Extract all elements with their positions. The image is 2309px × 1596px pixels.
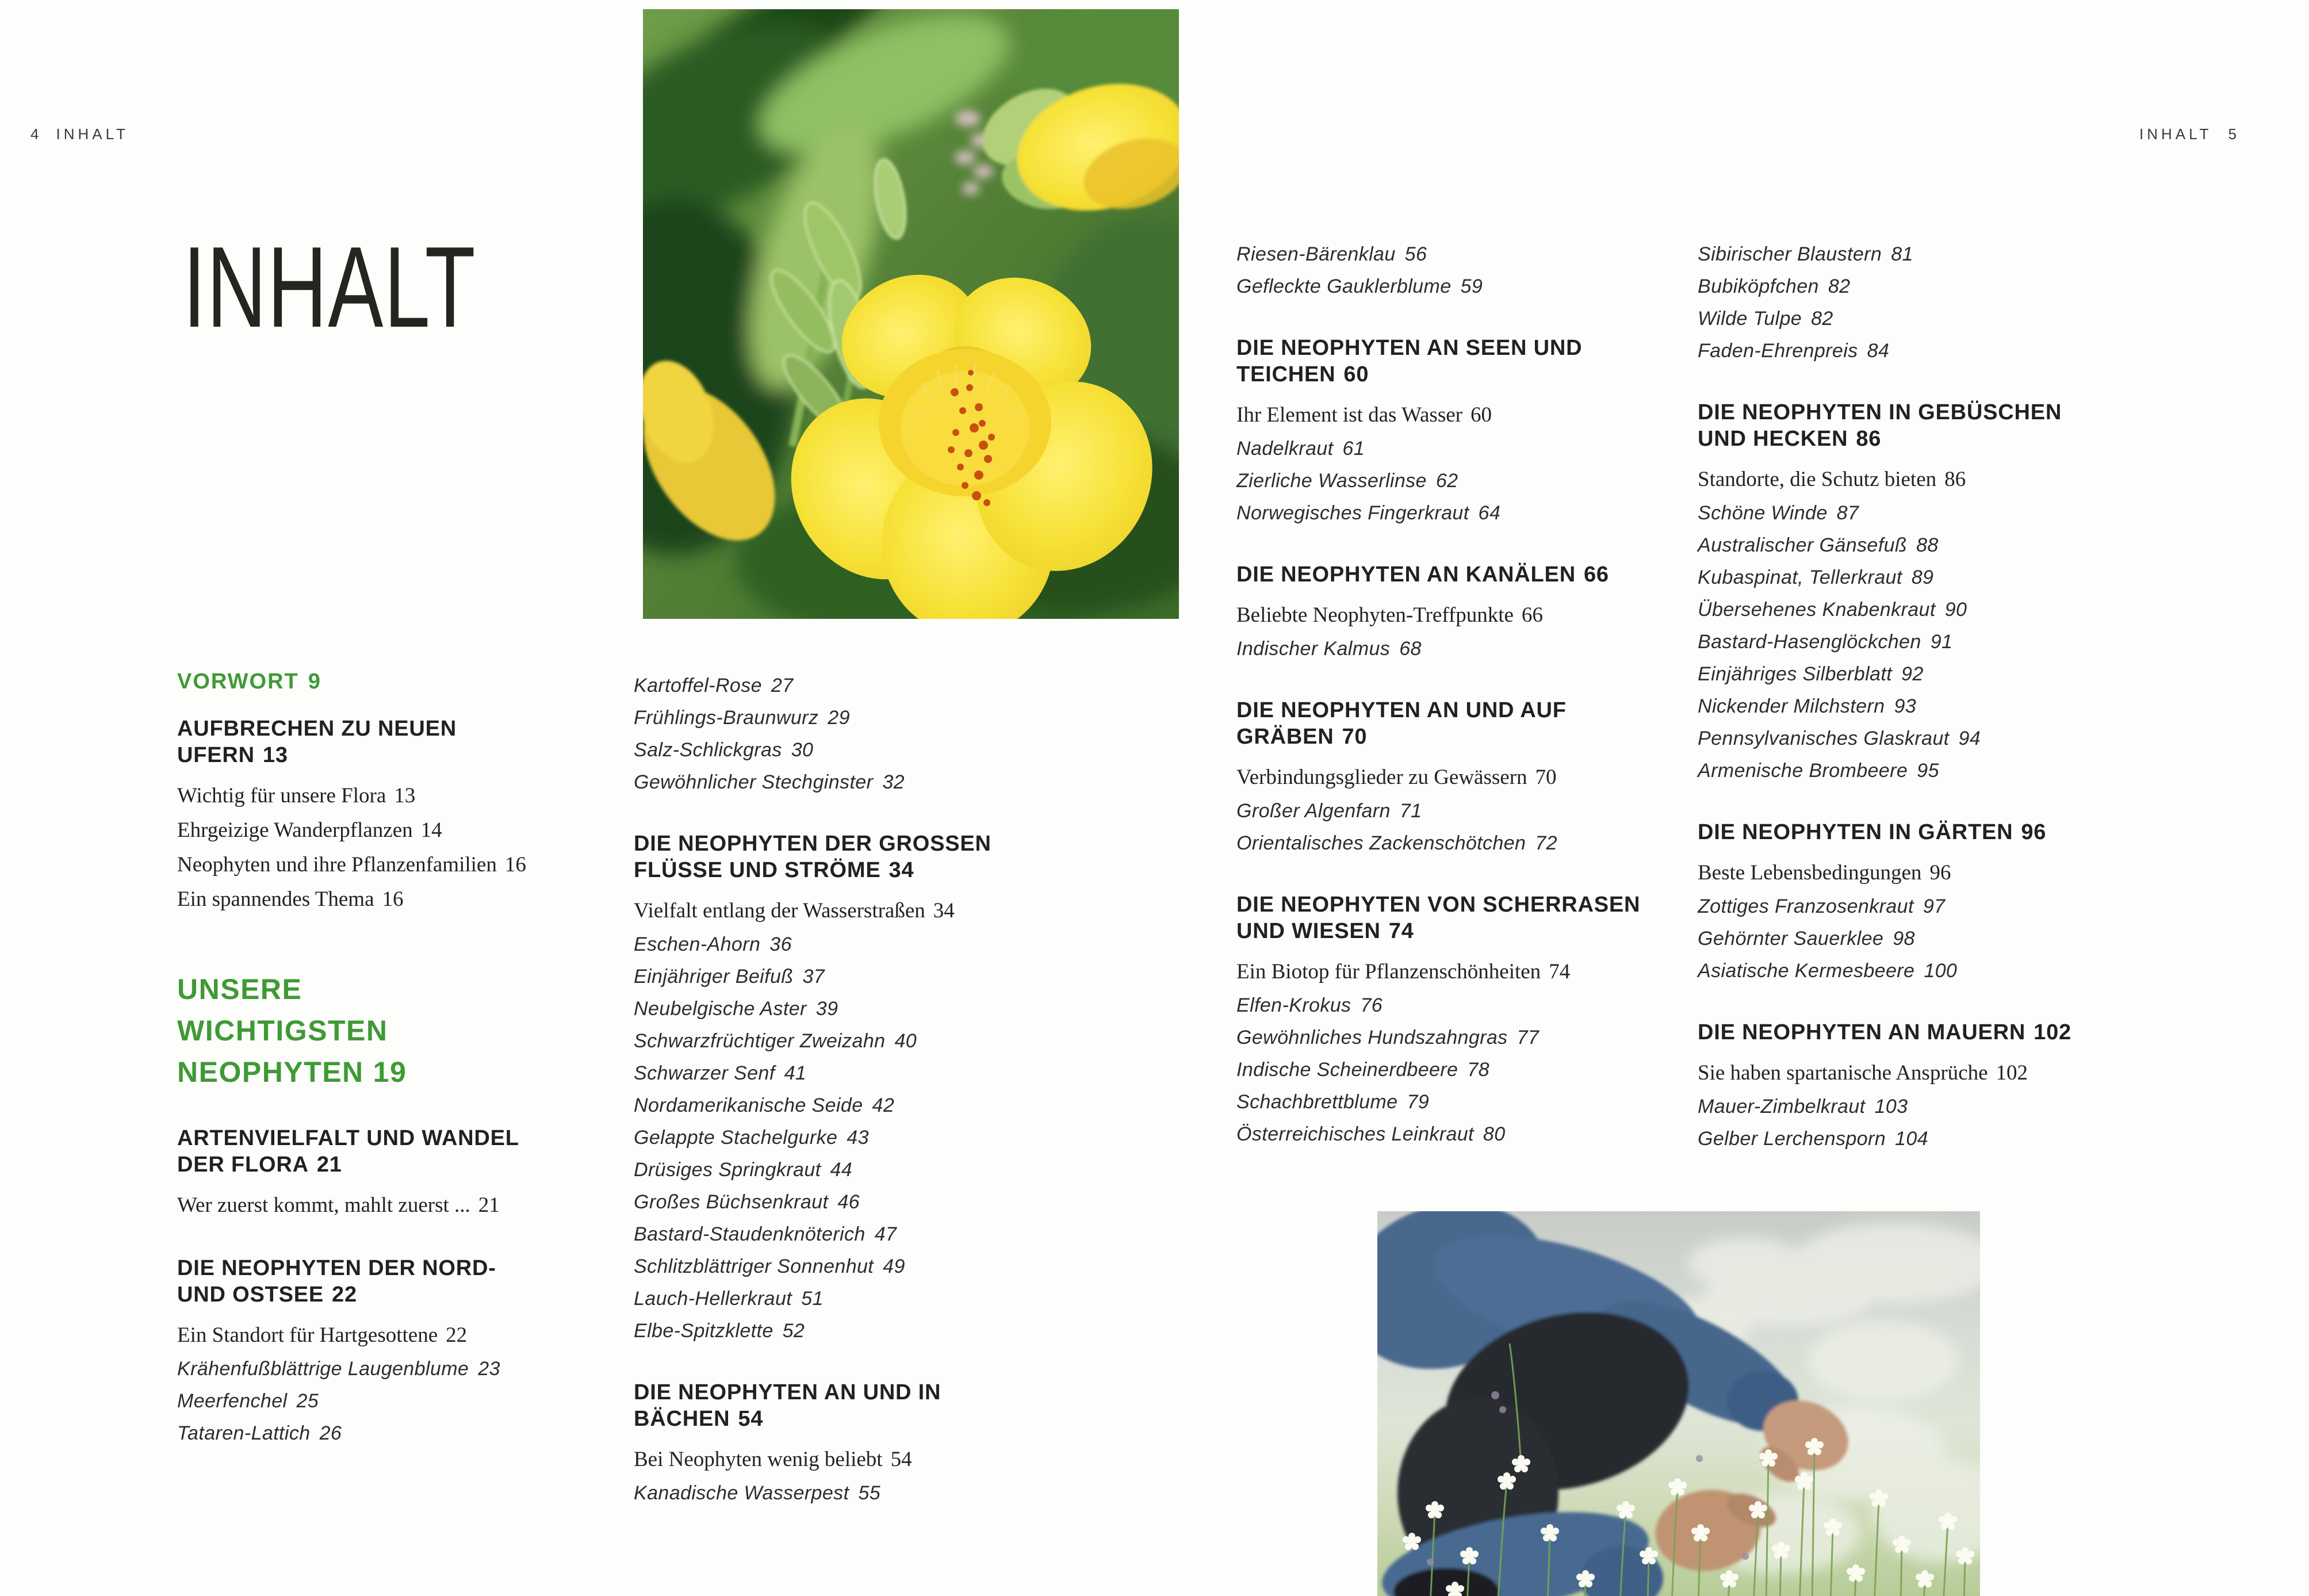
- entry-text: Gelber Lerchensporn: [1698, 1128, 1886, 1150]
- entry-page-number: 96: [2021, 820, 2047, 844]
- entry-text: Gefleckte Gauklerblume: [1236, 275, 1452, 297]
- toc-entry-species: [1698, 626, 2175, 658]
- entry-page-number: 34: [889, 858, 914, 882]
- entry-page-number: 87: [1836, 502, 1859, 524]
- entry-text: TEICHEN: [1236, 362, 1336, 386]
- toc-entry-species: [1236, 433, 1697, 465]
- entry-text: Nadelkraut: [1236, 438, 1334, 460]
- entry-page-number: 96: [1929, 861, 1951, 885]
- entry-page-number: 79: [1407, 1091, 1430, 1113]
- toc-entry-species: [1236, 465, 1697, 497]
- entry-page-number: 36: [769, 933, 792, 955]
- entry-text: Kartoffel-Rose: [634, 675, 762, 696]
- toc-entry-species: [634, 669, 1071, 702]
- entry-page-number: 76: [1360, 994, 1383, 1016]
- entry-text: Mauer-Zimbelkraut: [1698, 1096, 1866, 1117]
- toc-entry-species: [634, 1218, 1071, 1250]
- entry-text: Lauch-Hellerkraut: [634, 1288, 792, 1310]
- entry-text: Nordamerikanische Seide: [634, 1094, 863, 1116]
- toc-entry-section: [634, 1379, 1071, 1432]
- toc-entry-section: [177, 715, 614, 768]
- entry-text: Gehörnter Sauerklee: [1698, 928, 1884, 950]
- toc-entry-intro: [1236, 955, 1697, 989]
- entry-page-number: 56: [1404, 243, 1427, 265]
- toc-entry-section: [1698, 399, 2175, 452]
- entry-page-number: 46: [837, 1191, 860, 1213]
- entry-page-number: 104: [1895, 1128, 1928, 1150]
- entry-text: Faden-Ehrenpreis: [1698, 340, 1858, 362]
- entry-text: UND WIESEN: [1236, 919, 1381, 943]
- entry-page-number: 14: [420, 818, 442, 842]
- entry-text: DIE NEOPHYTEN AN KANÄLEN: [1236, 562, 1576, 587]
- toc-entry-intro: [1698, 462, 2175, 497]
- toc-entry-species: [634, 1283, 1071, 1315]
- entry-text: ARTENVIELFALT UND WANDEL: [177, 1126, 519, 1150]
- entry-page-number: 82: [1811, 308, 1833, 330]
- entry-page-number: 91: [1930, 631, 1953, 653]
- entry-page-number: 16: [382, 887, 404, 911]
- entry-text: Eschen-Ahorn: [634, 933, 761, 955]
- toc-entry-species: [634, 1250, 1071, 1283]
- entry-text: UFERN: [177, 743, 255, 767]
- toc-entry-species: [1698, 1090, 2175, 1123]
- toc-entry-species: [1698, 890, 2175, 923]
- entry-page-number: 82: [1828, 275, 1851, 297]
- toc-entry-species: [177, 1417, 614, 1449]
- toc-column-3: [1236, 238, 1697, 1150]
- toc-entry-intro: [177, 1188, 614, 1223]
- entry-page-number: 90: [1944, 599, 1967, 621]
- entry-text: Einjähriges Silberblatt: [1698, 663, 1893, 685]
- entry-text: Frühlings-Braunwurz: [634, 707, 819, 729]
- toc-entry-intro: [177, 848, 614, 882]
- entry-page-number: 26: [319, 1422, 342, 1444]
- toc-entry-species: [1698, 497, 2175, 529]
- toc-entry-species: [634, 1315, 1071, 1347]
- toc-entry-species: [634, 766, 1071, 798]
- entry-text: AUFBRECHEN ZU NEUEN: [177, 717, 457, 741]
- entry-text: DIE NEOPHYTEN VON SCHERRASEN: [1236, 893, 1641, 917]
- entry-text: Ehrgeizige Wanderpflanzen: [177, 818, 413, 842]
- toc-entry-species: [634, 960, 1071, 993]
- entry-text: Norwegisches Fingerkraut: [1236, 502, 1469, 524]
- page-title: INHALT: [183, 223, 477, 351]
- toc-entry-species: [1698, 238, 2175, 270]
- meadow-photo-illustration: [1377, 1211, 1980, 1596]
- entry-text: UND OSTSEE: [177, 1283, 324, 1307]
- entry-text: Riesen-Bärenklau: [1236, 243, 1396, 265]
- entry-text: DIE NEOPHYTEN AN MAUERN: [1698, 1020, 2026, 1044]
- entry-text: Sibirischer Blaustern: [1698, 243, 1882, 265]
- entry-page-number: 44: [830, 1159, 853, 1181]
- toc-entry-species: [1698, 690, 2175, 722]
- entry-page-number: 22: [332, 1283, 357, 1307]
- entry-page-number: 59: [1460, 275, 1483, 297]
- entry-page-number: 54: [738, 1407, 764, 1431]
- entry-text: BÄCHEN: [634, 1407, 730, 1431]
- entry-text: Wichtig für unsere Flora: [177, 784, 386, 807]
- toc-entry-intro: [1698, 1056, 2175, 1090]
- entry-page-number: 66: [1521, 603, 1543, 627]
- entry-text: Ihr Element ist das Wasser: [1236, 403, 1462, 427]
- toc-entry-species: [634, 1025, 1071, 1057]
- toc-entry-section: [1236, 561, 1697, 588]
- entry-text: DIE NEOPHYTEN AN UND IN: [634, 1380, 941, 1404]
- toc-entry-species: [1236, 497, 1697, 529]
- entry-text: UNSERE: [177, 973, 302, 1005]
- toc-entry-intro: [634, 1442, 1071, 1477]
- entry-text: Bastard-Hasenglöckchen: [1698, 631, 1921, 653]
- entry-page-number: 88: [1916, 534, 1939, 556]
- entry-text: Tataren-Lattich: [177, 1422, 311, 1444]
- entry-text: Bastard-Staudenknöterich: [634, 1223, 866, 1245]
- toc-entry-species: [634, 993, 1071, 1025]
- entry-page-number: 86: [1944, 468, 1966, 491]
- toc-entry-species: [634, 1122, 1071, 1154]
- entry-text: Neophyten und ihre Pflanzenfamilien: [177, 853, 497, 877]
- entry-page-number: 62: [1435, 470, 1458, 492]
- entry-page-number: 32: [882, 771, 905, 793]
- toc-entry-intro: [177, 813, 614, 848]
- entry-page-number: 39: [815, 998, 838, 1020]
- entry-text: Schwarzer Senf: [634, 1062, 775, 1084]
- entry-page-number: 60: [1343, 362, 1369, 386]
- entry-text: Armenische Brombeere: [1698, 760, 1908, 782]
- toc-entry-species: [1236, 989, 1697, 1021]
- entry-text: Schachbrettblume: [1236, 1091, 1398, 1113]
- entry-page-number: 98: [1893, 928, 1915, 950]
- toc-entry-species: [1236, 827, 1697, 859]
- entry-page-number: 70: [1342, 725, 1368, 749]
- entry-text: Großer Algenfarn: [1236, 800, 1391, 822]
- entry-text: GRÄBEN: [1236, 725, 1334, 749]
- toc-entry-species: [634, 702, 1071, 734]
- toc-entry-section: [1236, 335, 1697, 388]
- flower-photo-illustration: [643, 9, 1179, 619]
- entry-page-number: 68: [1399, 638, 1422, 660]
- toc-entry-species: [177, 1385, 614, 1417]
- entry-page-number: 95: [1917, 760, 1939, 782]
- toc-entry-intro: [1236, 760, 1697, 795]
- entry-page-number: 30: [791, 739, 814, 761]
- entry-text: Bei Neophyten wenig beliebt: [634, 1448, 883, 1471]
- entry-page-number: 34: [933, 899, 955, 923]
- toc-entry-intro: [1698, 856, 2175, 890]
- toc-entry-species: [634, 1089, 1071, 1122]
- entry-text: Standorte, die Schutz bieten: [1698, 468, 1937, 491]
- toc-entry-species: [1236, 1118, 1697, 1150]
- toc-entry-intro: [177, 882, 614, 917]
- entry-text: Großes Büchsenkraut: [634, 1191, 829, 1213]
- toc-entry-species: [1698, 658, 2175, 690]
- entry-text: Drüsiges Springkraut: [634, 1159, 821, 1181]
- entry-page-number: 51: [801, 1288, 824, 1310]
- entry-text: Orientalisches Zackenschötchen: [1236, 832, 1526, 854]
- toc-column-2: [634, 669, 1071, 1509]
- entry-page-number: 81: [1891, 243, 1913, 265]
- entry-page-number: 84: [1867, 340, 1890, 362]
- toc-entry-species: [1698, 335, 2175, 367]
- toc-entry-species: [1698, 561, 2175, 594]
- toc-entry-species: [1236, 795, 1697, 827]
- toc-entry-species: [634, 928, 1071, 960]
- toc-entry-species: [634, 1057, 1071, 1089]
- toc-entry-species: [177, 1353, 614, 1385]
- entry-page-number: 9: [308, 669, 321, 694]
- toc-entry-section: [1698, 819, 2175, 845]
- toc-entry-species: [1698, 594, 2175, 626]
- toc-entry-chapter: [177, 969, 614, 1093]
- entry-page-number: 102: [1996, 1061, 2028, 1085]
- entry-page-number: 89: [1911, 567, 1934, 588]
- toc-entry-intro: [1236, 398, 1697, 433]
- entry-page-number: 25: [296, 1390, 319, 1412]
- entry-text: Neubelgische Aster: [634, 998, 807, 1020]
- toc-entry-section: [1236, 697, 1697, 750]
- entry-text: Wilde Tulpe: [1698, 308, 1802, 330]
- entry-text: DIE NEOPHYTEN IN GÄRTEN: [1698, 820, 2013, 844]
- entry-page-number: 40: [894, 1030, 917, 1052]
- entry-text: DER FLORA: [177, 1153, 309, 1177]
- entry-page-number: 27: [771, 675, 794, 696]
- entry-page-number: 43: [847, 1127, 869, 1149]
- entry-page-number: 78: [1467, 1059, 1489, 1081]
- entry-page-number: 54: [890, 1448, 912, 1471]
- entry-text: DIE NEOPHYTEN AN SEEN UND: [1236, 336, 1583, 360]
- entry-text: DIE NEOPHYTEN DER GROSSEN: [634, 832, 991, 856]
- entry-page-number: 100: [1924, 960, 1958, 982]
- entry-text: DIE NEOPHYTEN IN GEBÜSCHEN: [1698, 400, 2062, 424]
- toc-entry-intro: [634, 894, 1071, 928]
- entry-page-number: 80: [1483, 1123, 1506, 1145]
- entry-text: Gewöhnliches Hundszahngras: [1236, 1027, 1508, 1048]
- entry-text: Elfen-Krokus: [1236, 994, 1351, 1016]
- entry-text: Verbindungsglieder zu Gewässern: [1236, 766, 1527, 789]
- entry-text: Salz-Schlickgras: [634, 739, 782, 761]
- toc-entry-species: [634, 734, 1071, 766]
- entry-page-number: 60: [1470, 403, 1492, 427]
- entry-page-number: 55: [858, 1482, 881, 1504]
- entry-text: Schöne Winde: [1698, 502, 1828, 524]
- entry-page-number: 93: [1894, 695, 1917, 717]
- running-head-label: INHALT: [56, 125, 129, 143]
- entry-text: Vielfalt entlang der Wasserstraßen: [634, 899, 925, 923]
- entry-page-number: 49: [883, 1256, 905, 1277]
- toc-entry-species: [1236, 238, 1697, 270]
- entry-page-number: 74: [1549, 960, 1571, 983]
- entry-text: Einjähriger Beifuß: [634, 966, 794, 988]
- entry-page-number: 42: [872, 1094, 895, 1116]
- entry-text: Ein Standort für Hartgesottene: [177, 1323, 438, 1347]
- entry-text: Indischer Kalmus: [1236, 638, 1391, 660]
- toc-entry-species: [1236, 1021, 1697, 1054]
- entry-text: Kanadische Wasserpest: [634, 1482, 849, 1504]
- entry-page-number: 16: [504, 853, 526, 877]
- toc-entry-intro: [1236, 598, 1697, 633]
- entry-page-number: 61: [1342, 438, 1365, 460]
- entry-page-number: 97: [1923, 895, 1946, 917]
- toc-entry-species: [1698, 1123, 2175, 1155]
- entry-text: Meerfenchel: [177, 1390, 288, 1412]
- entry-text: Ein spannendes Thema: [177, 887, 374, 911]
- toc-entry-species: [1698, 923, 2175, 955]
- entry-page-number: 103: [1874, 1096, 1908, 1117]
- entry-text: Pennsylvanisches Glaskraut: [1698, 728, 1950, 749]
- toc-entry-species: [1698, 722, 2175, 755]
- toc-entry-species: [1236, 270, 1697, 303]
- toc-entry-section: [1698, 1019, 2175, 1046]
- entry-page-number: 29: [828, 707, 850, 729]
- entry-text: DIE NEOPHYTEN DER NORD-: [177, 1256, 496, 1280]
- entry-text: Ein Biotop für Pflanzenschönheiten: [1236, 960, 1541, 983]
- entry-page-number: 22: [446, 1323, 468, 1347]
- flower-photo: [643, 9, 1179, 619]
- toc-entry-species: [634, 1477, 1071, 1509]
- entry-text: Österreichisches Leinkraut: [1236, 1123, 1474, 1145]
- entry-page-number: 92: [1901, 663, 1924, 685]
- entry-page-number: 74: [1388, 919, 1414, 943]
- entry-text: VORWORT: [177, 669, 299, 694]
- entry-page-number: 52: [782, 1320, 805, 1342]
- running-head-left: [30, 125, 129, 143]
- entry-text: FLÜSSE UND STRÖME: [634, 858, 881, 882]
- entry-text: DIE NEOPHYTEN AN UND AUF: [1236, 698, 1567, 722]
- entry-text: Gelappte Stachelgurke: [634, 1127, 838, 1149]
- toc-entry-species: [1236, 633, 1697, 665]
- running-head-right: [2139, 125, 2240, 143]
- meadow-photo: [1377, 1211, 1980, 1596]
- entry-page-number: 13: [262, 743, 288, 767]
- toc-entry-intro: [177, 779, 614, 813]
- entry-page-number: 86: [1856, 427, 1882, 451]
- toc-entry-label-green: [177, 668, 614, 695]
- entry-page-number: 21: [478, 1193, 500, 1217]
- entry-text: Zierliche Wasserlinse: [1236, 470, 1427, 492]
- entry-page-number: 19: [373, 1056, 407, 1088]
- entry-text: Australischer Gänsefuß: [1698, 534, 1908, 556]
- toc-entry-intro: [177, 1318, 614, 1353]
- toc-column-4: [1698, 238, 2175, 1155]
- entry-text: NEOPHYTEN: [177, 1056, 364, 1088]
- toc-entry-section: [1236, 891, 1697, 944]
- entry-text: UND HECKEN: [1698, 427, 1848, 451]
- entry-text: Übersehenes Knabenkraut: [1698, 599, 1936, 621]
- running-head-label: INHALT: [2139, 125, 2212, 143]
- entry-page-number: 70: [1535, 766, 1557, 789]
- entry-page-number: 21: [316, 1153, 342, 1177]
- toc-entry-species: [1698, 955, 2175, 987]
- entry-text: Krähenfußblättrige Laugenblume: [177, 1358, 469, 1380]
- entry-text: WICHTIGSTEN: [177, 1015, 388, 1047]
- entry-text: Beliebte Neophyten-Treffpunkte: [1236, 603, 1514, 627]
- entry-page-number: 72: [1535, 832, 1557, 854]
- toc-entry-section: [177, 1125, 614, 1178]
- toc-entry-species: [1236, 1054, 1697, 1086]
- entry-page-number: 66: [1583, 562, 1609, 587]
- entry-text: Wer zuerst kommt, mahlt zuerst ...: [177, 1193, 470, 1217]
- entry-page-number: 37: [802, 966, 825, 988]
- toc-entry-species: [1698, 755, 2175, 787]
- entry-page-number: 13: [394, 784, 416, 807]
- entry-text: Zottiges Franzosenkraut: [1698, 895, 1914, 917]
- entry-text: Asiatische Kermesbeere: [1698, 960, 1915, 982]
- entry-page-number: 23: [478, 1358, 500, 1380]
- entry-text: Nickender Milchstern: [1698, 695, 1885, 717]
- toc-entry-species: [634, 1186, 1071, 1218]
- entry-page-number: 47: [874, 1223, 897, 1245]
- toc-entry-section: [177, 1255, 614, 1308]
- page-number-left: 4: [30, 125, 43, 143]
- entry-text: Schwarzfrüchtiger Zweizahn: [634, 1030, 886, 1052]
- entry-text: Elbe-Spitzklette: [634, 1320, 774, 1342]
- toc-entry-species: [1236, 1086, 1697, 1118]
- entry-text: Bubiköpfchen: [1698, 275, 1819, 297]
- toc-entry-species: [634, 1154, 1071, 1186]
- entry-page-number: 94: [1958, 728, 1981, 749]
- entry-page-number: 77: [1517, 1027, 1540, 1048]
- toc-column-1: [177, 668, 614, 1449]
- toc-entry-section: [634, 830, 1071, 883]
- toc-entry-species: [1698, 529, 2175, 561]
- toc-entry-species: [1698, 270, 2175, 303]
- entry-page-number: 71: [1399, 800, 1422, 822]
- entry-page-number: 41: [784, 1062, 807, 1084]
- entry-text: Kubaspinat, Tellerkraut: [1698, 567, 1902, 588]
- entry-page-number: 102: [2034, 1020, 2071, 1044]
- entry-text: Schlitzblättriger Sonnenhut: [634, 1256, 874, 1277]
- entry-text: Gewöhnlicher Stechginster: [634, 771, 874, 793]
- page-number-right: 5: [2228, 125, 2240, 143]
- entry-text: Sie haben spartanische Ansprüche: [1698, 1061, 1988, 1085]
- toc-entry-species: [1698, 303, 2175, 335]
- entry-text: Indische Scheinerdbeere: [1236, 1059, 1458, 1081]
- entry-page-number: 64: [1478, 502, 1501, 524]
- entry-text: Beste Lebensbedingungen: [1698, 861, 1922, 885]
